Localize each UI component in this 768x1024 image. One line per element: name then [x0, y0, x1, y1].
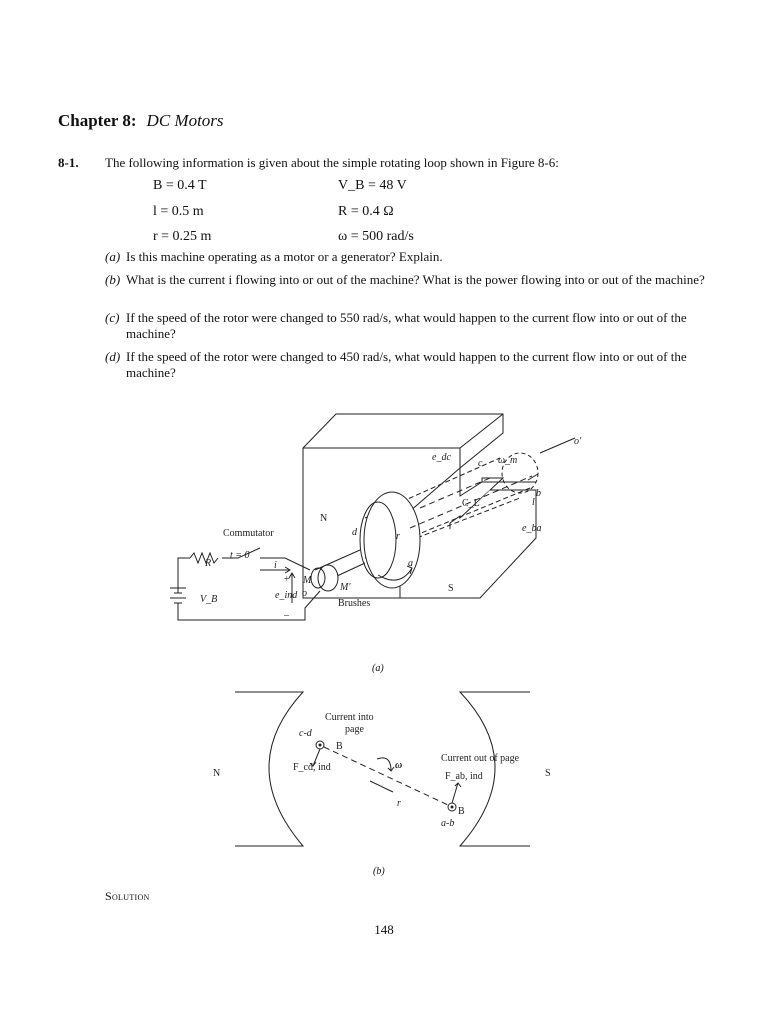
chapter-label: Chapter 8: [58, 111, 137, 130]
current-out-label: Current out of page [441, 753, 520, 764]
commutator-label: Commutator [223, 528, 274, 539]
brush-m-label: M [303, 575, 312, 586]
solution-heading: Solution [105, 889, 150, 903]
point-a-label: a [408, 558, 413, 569]
plus-label: + [284, 574, 290, 585]
b-field-label-2: B [458, 806, 465, 817]
given-r-radius: r = 0.25 m [153, 229, 212, 244]
chapter-heading [58, 111, 224, 131]
north-b-label: N [213, 768, 221, 779]
question-c-label: (c) [105, 310, 120, 325]
point-b-label: b [536, 488, 541, 499]
length-label: l [532, 497, 535, 508]
given-vb: V_B = 48 V [338, 178, 407, 193]
emf-label: e_ind [275, 590, 298, 601]
current-label: i [274, 560, 277, 571]
battery-label: V_B [200, 594, 218, 605]
ab-label: a-b [441, 818, 455, 829]
question-c-text: If the speed of the rotor were changed to 550 rad/s, what would happen to the current flow into or out of the machine? [126, 310, 687, 341]
omega-label: ω [395, 760, 403, 771]
force-ab-label: F_ab, ind [445, 771, 483, 782]
problem-number: 8-1. [58, 155, 79, 170]
cd-label: c-d [299, 728, 312, 739]
radius-b-label: r [397, 798, 401, 809]
oprime-label: o′ [574, 436, 582, 447]
chapter-title: DC Motors [146, 111, 224, 130]
question-d-label: (d) [105, 349, 121, 364]
north-pole-label: N [320, 513, 328, 524]
brush-mprime-label: M′ [340, 582, 351, 593]
figure-a-caption: (a) [372, 663, 384, 674]
e-dc-label: e_dc [432, 452, 451, 463]
brushes-label: Brushes [338, 598, 371, 609]
question-b-label: (b) [105, 272, 121, 287]
south-pole-label: S [448, 583, 454, 594]
point-d-label: d [352, 527, 357, 538]
question-a-text: Is this machine operating as a motor or a generator? Explain. [126, 249, 443, 264]
figure-b-cross-section [205, 686, 565, 856]
minus-label: – [284, 610, 289, 621]
force-cd-label: F_cd, ind [293, 762, 331, 773]
omega-m-label: ω_m [498, 455, 518, 466]
switch-time-label: t = 0 [230, 550, 250, 561]
b-field-label-1: B [336, 741, 343, 752]
question-d-text: If the speed of the rotor were changed to 450 rad/s, what would happen to the current flow into or out of the machine? [126, 349, 687, 380]
given-l: l = 0.5 m [153, 204, 204, 219]
south-b-label: S [545, 768, 551, 779]
current-into-label: Current into [325, 712, 374, 723]
o-label: o [302, 588, 307, 599]
page-number: 148 [374, 922, 394, 937]
given-omega: ω = 500 rad/s [338, 229, 414, 244]
problem-intro: The following information is given about the simple rotating loop shown in Figure 8-6: [105, 155, 559, 170]
given-r-resistance: R = 0.4 Ω [338, 204, 394, 219]
page-label: page [345, 724, 364, 735]
given-b: B = 0.4 T [153, 178, 207, 193]
resistor-label: R [205, 558, 212, 569]
question-a-label: (a) [105, 249, 121, 264]
radius-label: r [396, 531, 400, 542]
figure-b-caption: (b) [373, 866, 385, 877]
e-ba-label: e_ba [522, 523, 542, 534]
point-c-label: c [478, 458, 483, 469]
centerline-label: C_L [462, 498, 480, 509]
figure-a-rotating-loop [160, 398, 610, 678]
question-b-text: What is the current i flowing into or out of the machine? What is the power flowing into or out of the machine? [126, 272, 705, 287]
